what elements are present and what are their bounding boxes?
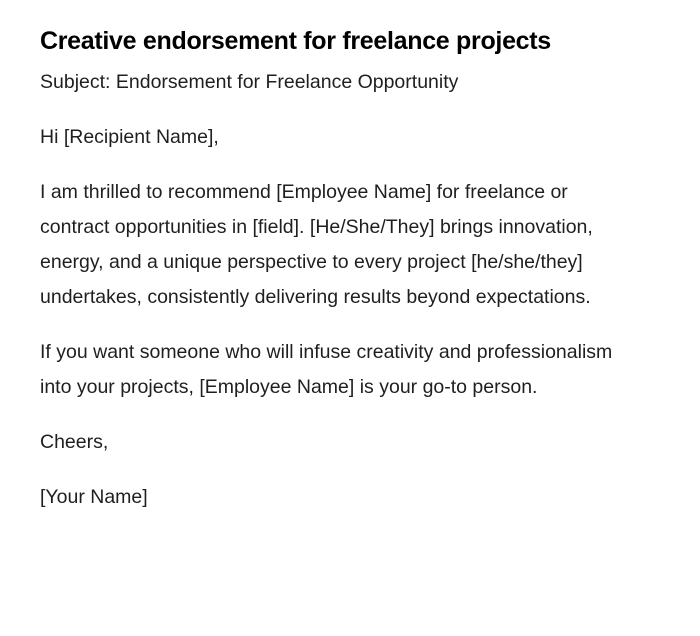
body-paragraph-closing-pitch: If you want someone who will infuse creativity and professionalism into your projects, [Employee Name] is your go-to person. (40, 341, 613, 398)
greeting-line: Hi [Recipient Name], (40, 126, 219, 148)
document-title: Creative endorsement for freelance projects (40, 27, 551, 55)
body-paragraph-recommendation: I am thrilled to recommend [Employee Name] for freelance or contract opportunities in [field]. [He/She/They] brings innovation, energy, and a unique perspective to every project [he/she/they] undertakes, consistently delivering results beyond expectations. (40, 181, 593, 308)
signature-line: [Your Name] (40, 486, 148, 508)
email-subject-line: Subject: Endorsement for Freelance Opportunity (40, 71, 459, 93)
closing-line: Cheers, (40, 431, 109, 453)
